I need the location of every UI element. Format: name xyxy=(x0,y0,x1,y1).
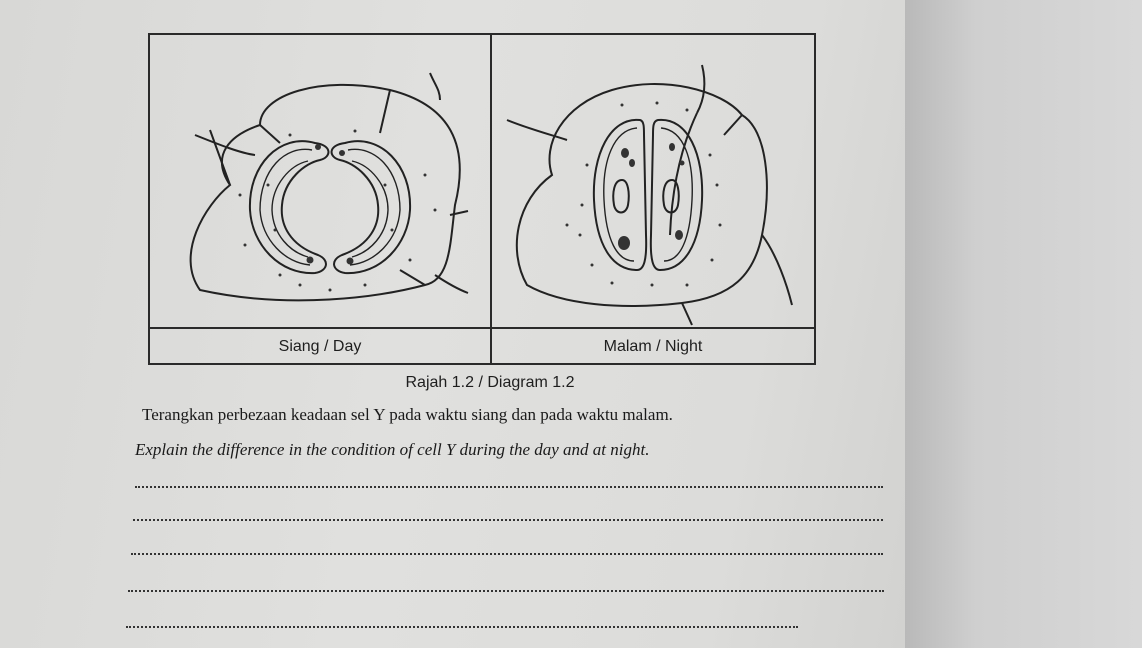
stomata-figure xyxy=(148,33,816,365)
answer-line[interactable] xyxy=(131,553,883,555)
day-caption: Siang / Day xyxy=(278,338,362,355)
answer-line[interactable] xyxy=(128,590,884,592)
diagram-title: Rajah 1.2 / Diagram 1.2 xyxy=(405,374,575,391)
stoma-closed-night-drawing xyxy=(492,35,814,327)
question-english: Explain the difference in the condition of cell Y during the day and at night. xyxy=(135,440,650,459)
answer-line[interactable] xyxy=(133,519,883,521)
night-caption: Malam / Night xyxy=(603,338,703,355)
answer-line[interactable] xyxy=(126,626,798,628)
caption-divider xyxy=(150,327,814,329)
question-malay: Terangkan perbezaan keadaan sel Y pada waktu siang dan pada waktu malam. xyxy=(142,405,673,424)
answer-line[interactable] xyxy=(135,486,883,488)
stoma-open-day-drawing xyxy=(150,35,490,327)
facing-page xyxy=(905,0,1142,648)
